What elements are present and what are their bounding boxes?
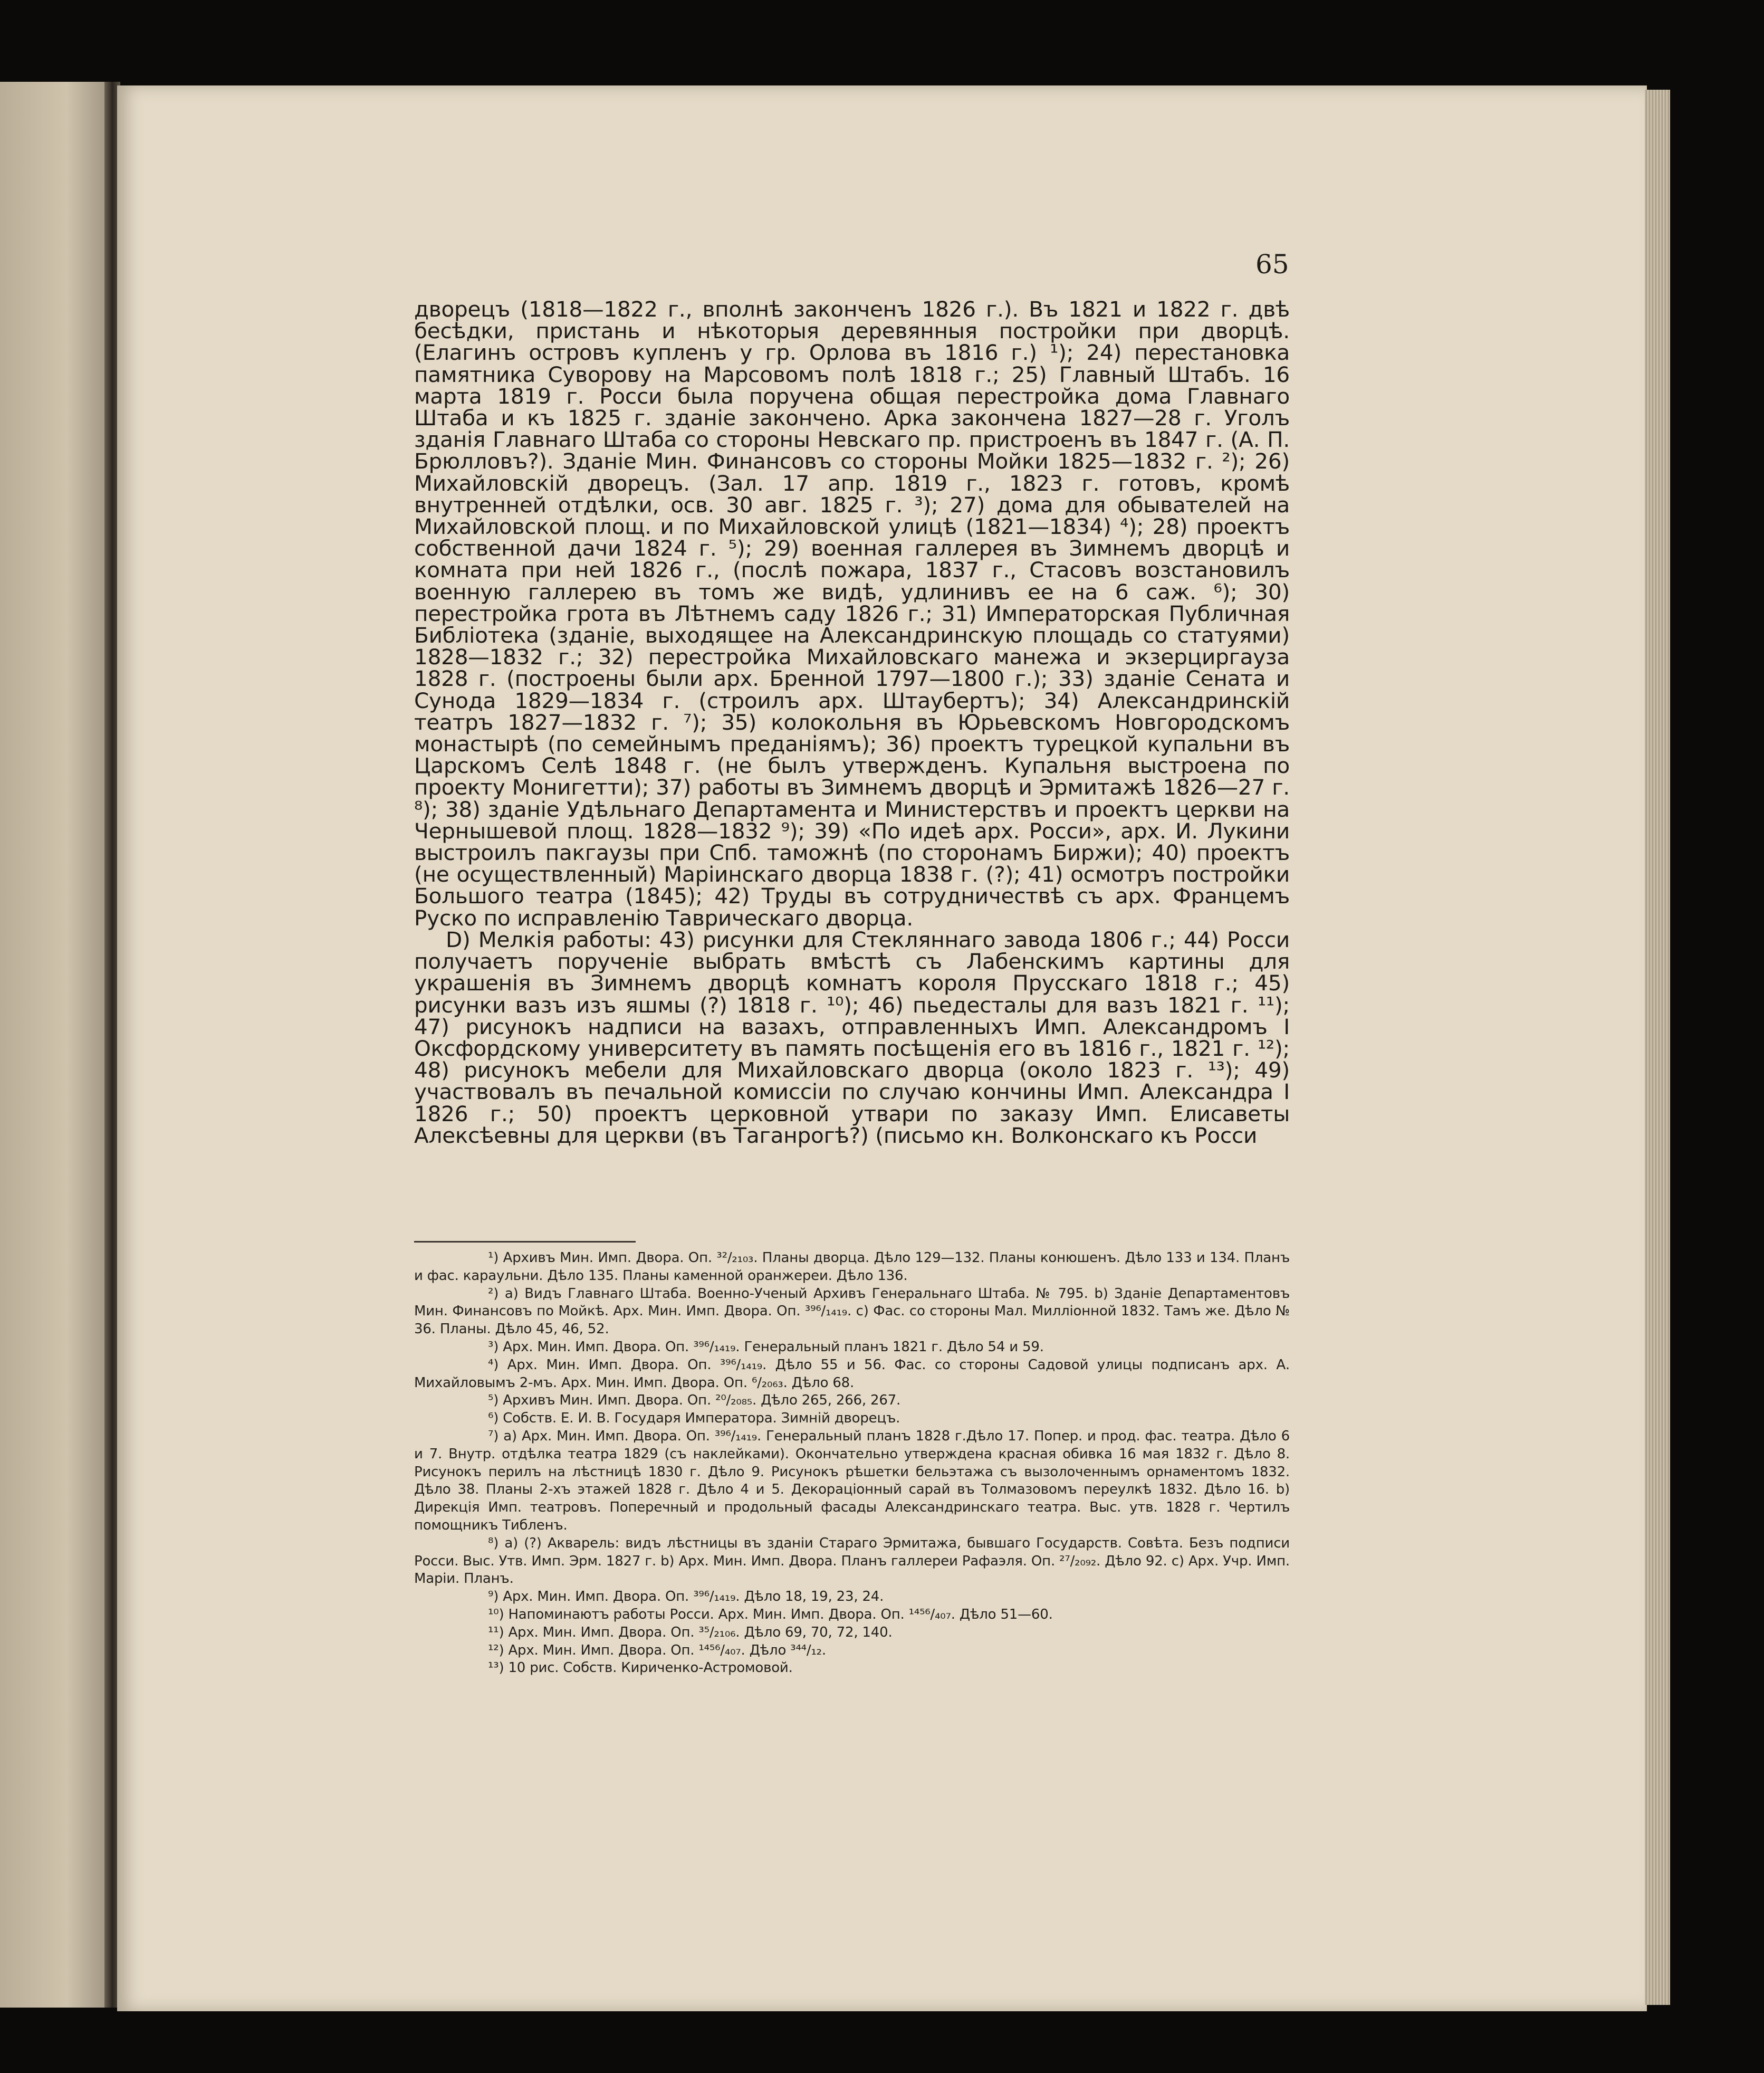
footnote-separator (414, 1241, 636, 1243)
footnote: ²) a) Видъ Главнаго Штаба. Военно-Ученый Архивъ Генеральнаго Штаба. № 795. b) Зданіе Департаментовъ Мин. Финансовъ по Мойкѣ. Арх. Мин. Имп. Двора. Оп. ³⁹⁶/₁₄₁₉. c) Фас. со стороны Мал. Милліонной 1832. Тамъ же. Дѣло № 36. Планы. Дѣло 45, 46, 52. (414, 1285, 1290, 1338)
footnote: ⁹) Арх. Мин. Имп. Двора. Оп. ³⁹⁶/₁₄₁₉. Дѣло 18, 19, 23, 24. (488, 1589, 884, 1605)
footnotes (414, 1249, 1290, 1677)
footnote: ⁶) Собств. Е. И. В. Государя Императора. Зимній дворецъ. (488, 1410, 900, 1427)
page-fore-edge (1645, 90, 1670, 2005)
page-number: 65 (1255, 249, 1289, 280)
paragraph: дворецъ (1818—1822 г., вполнѣ законченъ 1826 г.). Въ 1821 и 1822 г. двѣ бесѣдки, пристань и нѣкоторыя деревянныя постройки при дворцѣ. (Елагинъ островъ купленъ у гр. Орлова въ 1816 г.) ¹); 24) перестановка памятника Суворову на Марсовомъ полѣ 1818 г.; 25) Главный Штабъ. 16 марта 1819 г. Росси была поручена общая перестройка дома Главнаго Штаба и къ 1825 г. зданіе закончено. Арка закончена 1827—28 г. Уголъ зданія Главнаго Штаба со стороны Невскаго пр. пристроенъ въ 1847 г. (А. П. Брюлловъ?). Зданіе Мин. Финансовъ со стороны Мойки 1825—1832 г. ²); 26) Михайловскій дворецъ. (Зал. 17 апр. 1819 г., 1823 г. готовъ, кромѣ внутренней отдѣлки, осв. 30 авг. 1825 г. ³); 27) дома для обывателей на Михайловской площ. и по Михайловской улицѣ (1821—1834) ⁴); 28) проектъ собственной дачи 1824 г. ⁵); 29) военная галлерея въ Зимнемъ дворцѣ и комната при ней 1826 г., (послѣ пожара, 1837 г., Стасовъ возстановилъ военную галлерею въ томъ же видѣ, удлинивъ ее на 6 саж. ⁶); 30) перестройка грота въ Лѣтнемъ саду 1826 г.; 31) Императорская Публичная Библіотека (зданіе, выходящее на Александринскую площадь со статуями) 1828—1832 г.; 32) перестройка Михайловскаго манежа и экзерциргауза 1828 г. (построены были арх. Бренной 1797—1800 г.); 33) зданіе Сената и Сунода 1829—1834 г. (строилъ арх. Штаубертъ); 34) Александринскій театръ 1827—1832 г. ⁷); 35) колокольня въ Юрьевскомъ Новгородскомъ монастырѣ (по семейнымъ преданіямъ); 36) проектъ турецкой купальни въ Царскомъ Селѣ 1848 г. (не былъ утвержденъ. Купальня выстроена по проекту Монигетти); 37) работы въ Зимнемъ дворцѣ и Эрмитажѣ 1826—27 г. ⁸); 38) зданіе Удѣльнаго Департамента и Министерствъ и проектъ церкви на Чернышевой площ. 1828—1832 ⁹); 39) «По идеѣ арх. Росси», арх. И. Лукини выстроилъ пакгаузы при Спб. таможнѣ (по сторонамъ Биржи); 40) проектъ (не осуществленный) Маріинскаго дворца 1838 г. (?); 41) осмотръ постройки Большого театра (1845); 42) Труды въ сотрудничествѣ съ арх. Францемъ Руско по исправленію Таврическаго дворца. (414, 297, 1290, 931)
footnote: ⁸) a) (?) Акварель: видъ лѣстницы въ зданіи Стараго Эрмитажа, бывшаго Государств. Совѣта. Безъ подписи Росси. Выс. Утв. Имп. Эрм. 1827 г. b) Арх. Мин. Имп. Двора. Планъ галлереи Рафаэля. Оп. ²⁷/₂₀₉₂. Дѣло 92. c) Арх. Учр. Имп. Маріи. Планъ. (414, 1535, 1290, 1587)
footnote: ¹³) 10 рис. Собств. Кириченко-Астромовой. (488, 1660, 793, 1676)
footnote: ⁷) a) Арх. Мин. Имп. Двора. Оп. ³⁹⁶/₁₄₁₉. Генеральный планъ 1828 г.Дѣло 17. Попер. и прод. фас. театра. Дѣло 6 и 7. Внутр. отдѣлка театра 1829 (съ наклейками). Окончательно утверждена красная обивка 16 мая 1832 г. Дѣло 8. Рисунокъ перилъ на лѣстницѣ 1830 г. Дѣло 9. Рисунокъ рѣшетки бельэтажа съ вызолоченнымъ орнаментомъ 1832. Дѣло 38. Планы 2-хъ этажей 1828 г. Дѣло 4 и 5. Декораціонный сарай въ Толмазовомъ переулкѣ 1832. Дѣло 16. b) Дирекція Имп. театровъ. Поперечный и продольный фасады Александринскаго театра. Выс. утв. 1828 г. Чертилъ помощникъ Тибленъ. (414, 1428, 1290, 1533)
footnote: ³) Арх. Мин. Имп. Двора. Оп. ³⁹⁶/₁₄₁₉. Генеральный планъ 1821 г. Дѣло 54 и 59. (488, 1339, 1044, 1355)
main-text (414, 299, 1290, 1147)
footnote: ¹¹) Арх. Мин. Имп. Двора. Оп. ³⁵/₂₁₀₆. Дѣло 69, 70, 72, 140. (488, 1624, 893, 1640)
footnote: ¹⁰) Напоминаютъ работы Росси. Арх. Мин. Имп. Двора. Оп. ¹⁴⁵⁶/₄₀₇. Дѣло 51—60. (488, 1606, 1053, 1622)
paragraph: D) Мелкія работы: 43) рисунки для Стекляннаго завода 1806 г.; 44) Росси получаетъ порученіе выбрать вмѣстѣ съ Лабенскимъ картины для украшенія въ Зимнемъ дворцѣ комнатъ короля Прусскаго 1818 г.; 45) рисунки вазъ изъ яшмы (?) 1818 г. ¹⁰); 46) пьедесталы для вазъ 1821 г. ¹¹); 47) рисунокъ надписи на вазахъ, отправленныхъ Имп. Александромъ I Оксфордскому университету въ память посѣщенія его въ 1816 г., 1821 г. ¹²); 48) рисунокъ мебели для Михайловскаго дворца (около 1823 г. ¹³); 49) участвовалъ въ печальной комиссіи по случаю кончины Имп. Александра I 1826 г.; 50) проектъ церковной утвари по заказу Имп. Елисаветы Алексѣевны для церкви (въ Таганрогѣ?) (письмо кн. Волконскаго къ Росси (414, 926, 1290, 1148)
footnote: ¹) Архивъ Мин. Имп. Двора. Оп. ³²/₂₁₀₃. Планы дворца. Дѣло 129—132. Планы конюшенъ. Дѣло 133 и 134. Планъ и фас. караульни. Дѣло 135. Планы каменной оранжереи. Дѣло 136. (414, 1250, 1290, 1284)
left-page-edge (0, 82, 111, 2008)
footnote: ⁴) Арх. Мин. Имп. Двора. Оп. ³⁹⁶/₁₄₁₉. Дѣло 55 и 56. Фас. со стороны Садовой улицы подписанъ арх. А. Михайловымъ 2-мъ. Арх. Мин. Имп. Двора. Оп. ⁶/₂₀₆₃. Дѣло 68. (414, 1356, 1290, 1391)
footnote: ⁵) Архивъ Мин. Имп. Двора. Оп. ²⁰/₂₀₈₅. Дѣло 265, 266, 267. (488, 1392, 901, 1409)
footnote: ¹²) Арх. Мин. Имп. Двора. Оп. ¹⁴⁵⁶/₄₀₇. Дѣло ³⁴⁴/₁₂. (488, 1642, 826, 1658)
